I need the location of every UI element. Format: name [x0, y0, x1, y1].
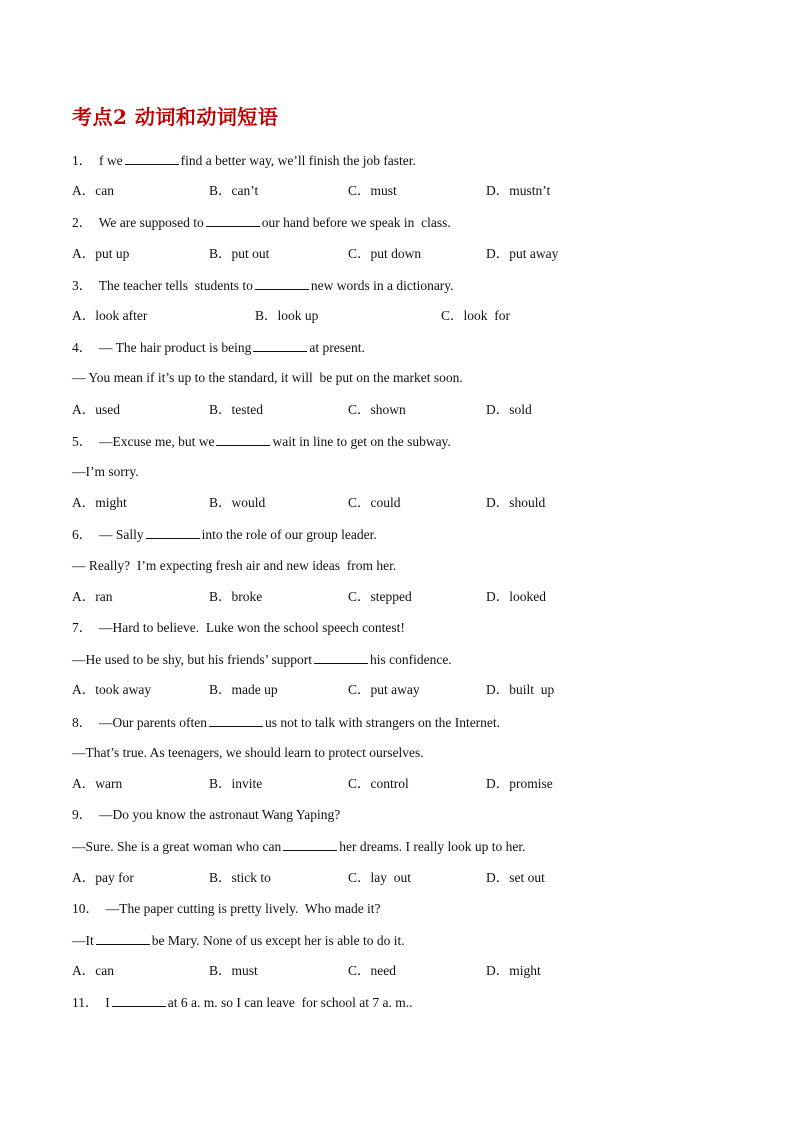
answer-blank[interactable] [206, 214, 260, 227]
question-text: f we [99, 153, 123, 168]
question-6-line-1 [72, 526, 377, 543]
option-c[interactable]: C．shown [348, 401, 406, 417]
question-number: 11． [72, 995, 106, 1011]
option-a[interactable]: A．can [72, 963, 114, 979]
option-d[interactable]: D．should [486, 495, 546, 511]
question-text: —Excuse me, but we [99, 433, 215, 449]
option-b[interactable]: B．made up [209, 682, 278, 698]
option-a[interactable]: A．used [72, 401, 120, 417]
option-b[interactable]: B．broke [209, 588, 263, 604]
question-text: at present. [309, 340, 365, 356]
question-number: 8． [72, 714, 99, 730]
option-c[interactable]: C．look for [441, 308, 510, 323]
question-6-line-2 [72, 558, 396, 574]
question-text: —I’m sorry. [72, 464, 139, 479]
option-b[interactable]: B．put out [209, 245, 270, 261]
question-1-line-1 [72, 152, 416, 169]
question-text: wait in line to get on the subway. [272, 433, 451, 449]
question-4-line-1 [72, 339, 365, 356]
question-text: The teacher tells students to [98, 277, 253, 293]
question-text: —Sure. She is a great woman who can [72, 839, 282, 855]
question-9-line-2 [72, 838, 526, 855]
question-text: —That’s true. As teenagers, we should learn to protect ourselves. [72, 744, 424, 760]
question-3-line-1 [72, 277, 454, 294]
question-10-line-1 [72, 901, 381, 917]
question-text: — The hair product is being [99, 340, 252, 356]
question-text: We are supposed to [98, 215, 204, 231]
option-d[interactable]: D．built up [486, 682, 555, 698]
question-text: I [105, 995, 110, 1011]
question-number: 10． [72, 900, 106, 916]
question-5-line-2 [72, 464, 139, 480]
question-text: —The paper cutting is pretty lively. Who made it? [105, 900, 381, 916]
answer-blank[interactable] [283, 838, 337, 851]
option-a[interactable]: A．pay for [72, 869, 134, 885]
question-number: 7． [72, 620, 99, 635]
question-text: his confidence. [369, 652, 452, 668]
question-text: find a better way, we’ll finish the job faster. [180, 153, 416, 168]
question-number: 3． [72, 277, 99, 293]
option-d[interactable]: D．put away [486, 245, 559, 261]
question-text: at 6 a. m. so I can leave for school at 7 a. m.. [167, 995, 413, 1011]
option-a[interactable]: A．can [72, 183, 114, 199]
option-d[interactable]: D．mustn’t [486, 183, 551, 199]
option-d[interactable]: D．might [486, 963, 541, 979]
question-7-line-2 [72, 651, 452, 668]
option-c[interactable]: C．put down [348, 245, 422, 261]
question-text: be Mary. None of us except her is able to do it. [151, 933, 405, 948]
question-number: 5． [72, 433, 99, 449]
question-5-line-1 [72, 433, 451, 450]
option-a[interactable]: A．might [72, 495, 127, 511]
option-b[interactable]: B．would [209, 495, 266, 511]
question-8-line-1 [72, 714, 500, 731]
question-number: 1． [72, 153, 99, 168]
answer-blank[interactable] [255, 277, 309, 290]
question-text: —Do you know the astronaut Wang Yaping? [99, 807, 341, 823]
option-c[interactable]: C．need [348, 963, 396, 979]
option-b[interactable]: B．tested [209, 401, 263, 417]
option-a[interactable]: A．took away [72, 682, 152, 698]
option-c[interactable]: C．lay out [348, 869, 411, 885]
option-b[interactable]: B．look up [255, 308, 319, 323]
page-title: 考点2 动词和动词短语 [72, 105, 279, 129]
option-a[interactable]: A．look after [72, 308, 148, 323]
question-number: 9． [72, 807, 99, 823]
question-text: new words in a dictionary. [310, 277, 454, 293]
question-text: her dreams. I really look up to her. [339, 839, 526, 855]
option-b[interactable]: B．invite [209, 776, 263, 791]
option-d[interactable]: D．promise [486, 776, 553, 791]
option-d[interactable]: D．set out [486, 869, 545, 885]
question-number: 4． [72, 340, 99, 356]
option-b[interactable]: B．stick to [209, 869, 271, 885]
question-7-line-1 [72, 620, 405, 636]
answer-blank[interactable] [209, 714, 263, 727]
option-b[interactable]: B．must [209, 963, 258, 979]
option-d[interactable]: D．sold [486, 401, 532, 417]
question-10-line-2 [72, 932, 405, 949]
option-d[interactable]: D．looked [486, 588, 546, 604]
question-8-line-2 [72, 745, 424, 761]
answer-blank[interactable] [96, 932, 150, 945]
question-4-line-2 [72, 370, 463, 386]
answer-blank[interactable] [125, 152, 179, 165]
question-9-line-1 [72, 807, 340, 823]
question-text: into the role of our group leader. [201, 527, 377, 543]
question-text: — Really? I’m expecting fresh air and new ideas from her. [72, 557, 397, 573]
question-text: our hand before we speak in class. [261, 215, 451, 231]
answer-blank[interactable] [216, 433, 270, 446]
question-text: —Our parents often [99, 714, 207, 730]
option-a[interactable]: A．put up [72, 245, 130, 261]
option-c[interactable]: C．put away [348, 682, 420, 698]
question-number: 6． [72, 527, 99, 543]
question-number: 2． [72, 215, 99, 231]
answer-blank[interactable] [146, 526, 200, 539]
question-11-line-1 [72, 994, 413, 1011]
answer-blank[interactable] [253, 339, 307, 352]
option-a[interactable]: A．warn [72, 776, 123, 791]
answer-blank[interactable] [112, 994, 166, 1007]
question-text: us not to talk with strangers on the Internet. [264, 714, 501, 730]
question-text: —It [72, 933, 94, 948]
option-c[interactable]: C．could [348, 495, 401, 511]
question-text: — You mean if it’s up to the standard, it will be put on the market soon. [72, 370, 463, 386]
question-text: —He used to be shy, but his friends’ support [72, 652, 312, 668]
question-text: — Sally [99, 527, 144, 543]
option-c[interactable]: C．control [348, 776, 409, 791]
option-c[interactable]: C．stepped [348, 588, 412, 604]
option-c[interactable]: C．must [348, 183, 397, 199]
option-b[interactable]: B．can’t [209, 183, 259, 199]
question-text: —Hard to believe. Luke won the school speech contest! [99, 620, 405, 635]
question-2-line-1 [72, 214, 451, 231]
answer-blank[interactable] [314, 651, 368, 664]
option-a[interactable]: A．ran [72, 588, 113, 604]
